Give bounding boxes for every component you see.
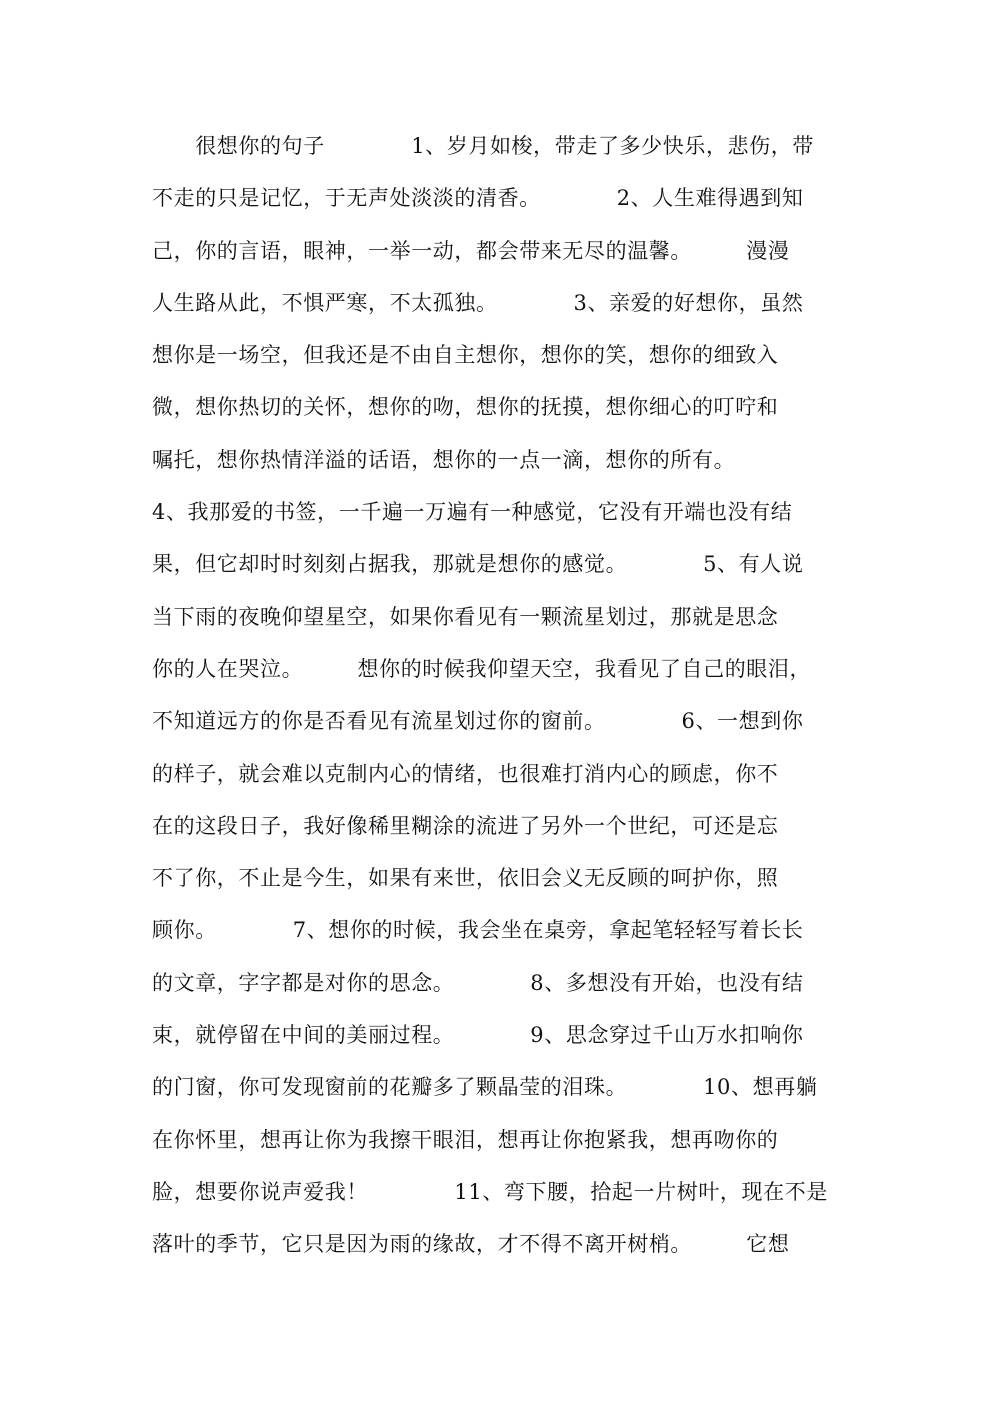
text-line: 的样子，就会难以克制内心的情绪，也很难打消内心的顾虑，你不 — [152, 761, 779, 786]
text-line: 当下雨的夜晚仰望星空，如果你看见有一颗流星划过，那就是思念 — [152, 604, 779, 629]
text-line: 的文章，字字都是对你的思念。 8、多想没有开始，也没有结 — [152, 970, 804, 995]
text-line: 果，但它却时时刻刻占据我，那就是想你的感觉。 5、有人说 — [152, 552, 804, 577]
text-line: 在你怀里，想再让你为我擦干眼泪，想再让你抱紧我，想再吻你的 — [152, 1127, 779, 1152]
text-line: 不了你，不止是今生，如果有来世，依旧会义无反顾的呵护你，照 — [152, 866, 779, 891]
text-line: 顾你。 7、想你的时候，我会坐在桌旁，拿起笔轻轻写着长长 — [152, 918, 804, 943]
text-line: 的门窗，你可发现窗前的花瓣多了颗晶莹的泪珠。 10、想再躺 — [152, 1075, 818, 1100]
text-line: 脸，想要你说声爱我！ 11、弯下腰，拾起一片树叶，现在不是 — [152, 1179, 828, 1204]
text-line: 落叶的季节，它只是因为雨的缘故，才不得不离开树梢。 它想 — [152, 1232, 790, 1257]
text-line: 不知道远方的你是否看见有流星划过你的窗前。 6、一想到你 — [152, 709, 804, 734]
text-line: 很想你的句子 1、岁月如梭，带走了多少快乐，悲伤，带 — [152, 134, 814, 158]
text-line: 己，你的言语，眼神，一举一动，都会带来无尽的温馨。 漫漫 — [152, 238, 790, 263]
text-line: 不走的只是记忆，于无声处淡淡的清香。 2、人生难得遇到知 — [152, 186, 804, 211]
text-line: 微，想你热切的关怀，想你的吻，想你的抚摸，想你细心的叮咛和 — [152, 395, 779, 420]
body-text — [152, 120, 852, 1271]
text-line: 4、我那爱的书签，一千遍一万遍有一种感觉，它没有开端也没有结 — [152, 500, 793, 525]
text-line: 束，就停留在中间的美丽过程。 9、思念穿过千山万水扣响你 — [152, 1023, 804, 1048]
text-line: 嘱托，想你热情洋溢的话语，想你的一点一滴，想你的所有。 — [152, 447, 736, 472]
text-line: 你的人在哭泣。 想你的时候我仰望天空，我看见了自己的眼泪， — [152, 656, 812, 681]
text-line: 想你是一场空，但我还是不由自主想你，想你的笑，想你的细致入 — [152, 343, 779, 368]
text-line: 人生路从此，不惧严寒，不太孤独。 3、亲爱的好想你，虽然 — [152, 290, 804, 315]
text-line: 在的这段日子，我好像稀里糊涂的流进了另外一个世纪，可还是忘 — [152, 813, 779, 838]
